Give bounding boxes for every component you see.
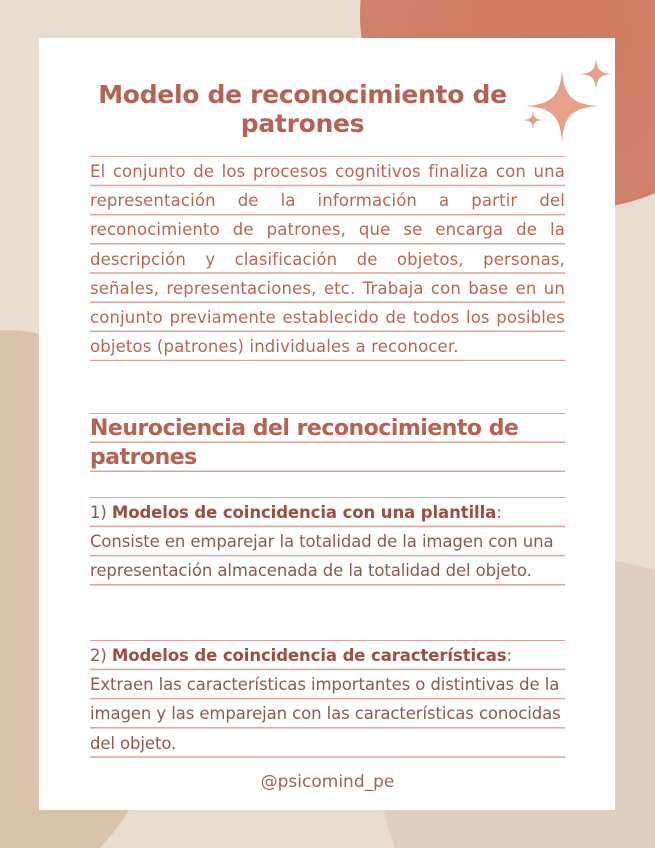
- intro-paragraph: El conjunto de los procesos cognitivos finaliza con una representación de la información a partir del reconocimiento de patrones, que se encarga de la descripción y clasificación de objetos, personas, señales, representaciones, etc. Trabaja con base en un conjunto previamente establecido de todos los posibles objetos (patrones) individuales a reconocer.: [90, 156, 565, 361]
- sparkle-icon-small-top: [580, 58, 612, 90]
- model-name: Modelos de coincidencia con una plantilla: [111, 503, 497, 522]
- model-description: Consiste en emparejar la totalidad de la imagen con una representación almacenada de la totalidad del objeto.: [90, 532, 554, 581]
- model-colon: :: [496, 503, 502, 522]
- sparkle-icon-small-left: [523, 110, 543, 130]
- model-item-features: [90, 640, 565, 758]
- model-name: Modelos de coincidencia de características: [111, 646, 507, 665]
- model-number: 2): [90, 646, 107, 665]
- social-handle: @psicomind_pe: [260, 772, 395, 792]
- model-colon: :: [506, 646, 512, 665]
- page-title: Modelo de reconocimiento de patrones: [98, 80, 507, 138]
- section-subtitle: Neurociencia del reconocimiento de patrones: [90, 413, 565, 472]
- model-item-template: [90, 497, 565, 586]
- model-description: Extraen las características importantes o distintivas de la imagen y las emparejan con las características conocidas del objeto.: [90, 675, 561, 753]
- model-number: 1): [90, 503, 107, 522]
